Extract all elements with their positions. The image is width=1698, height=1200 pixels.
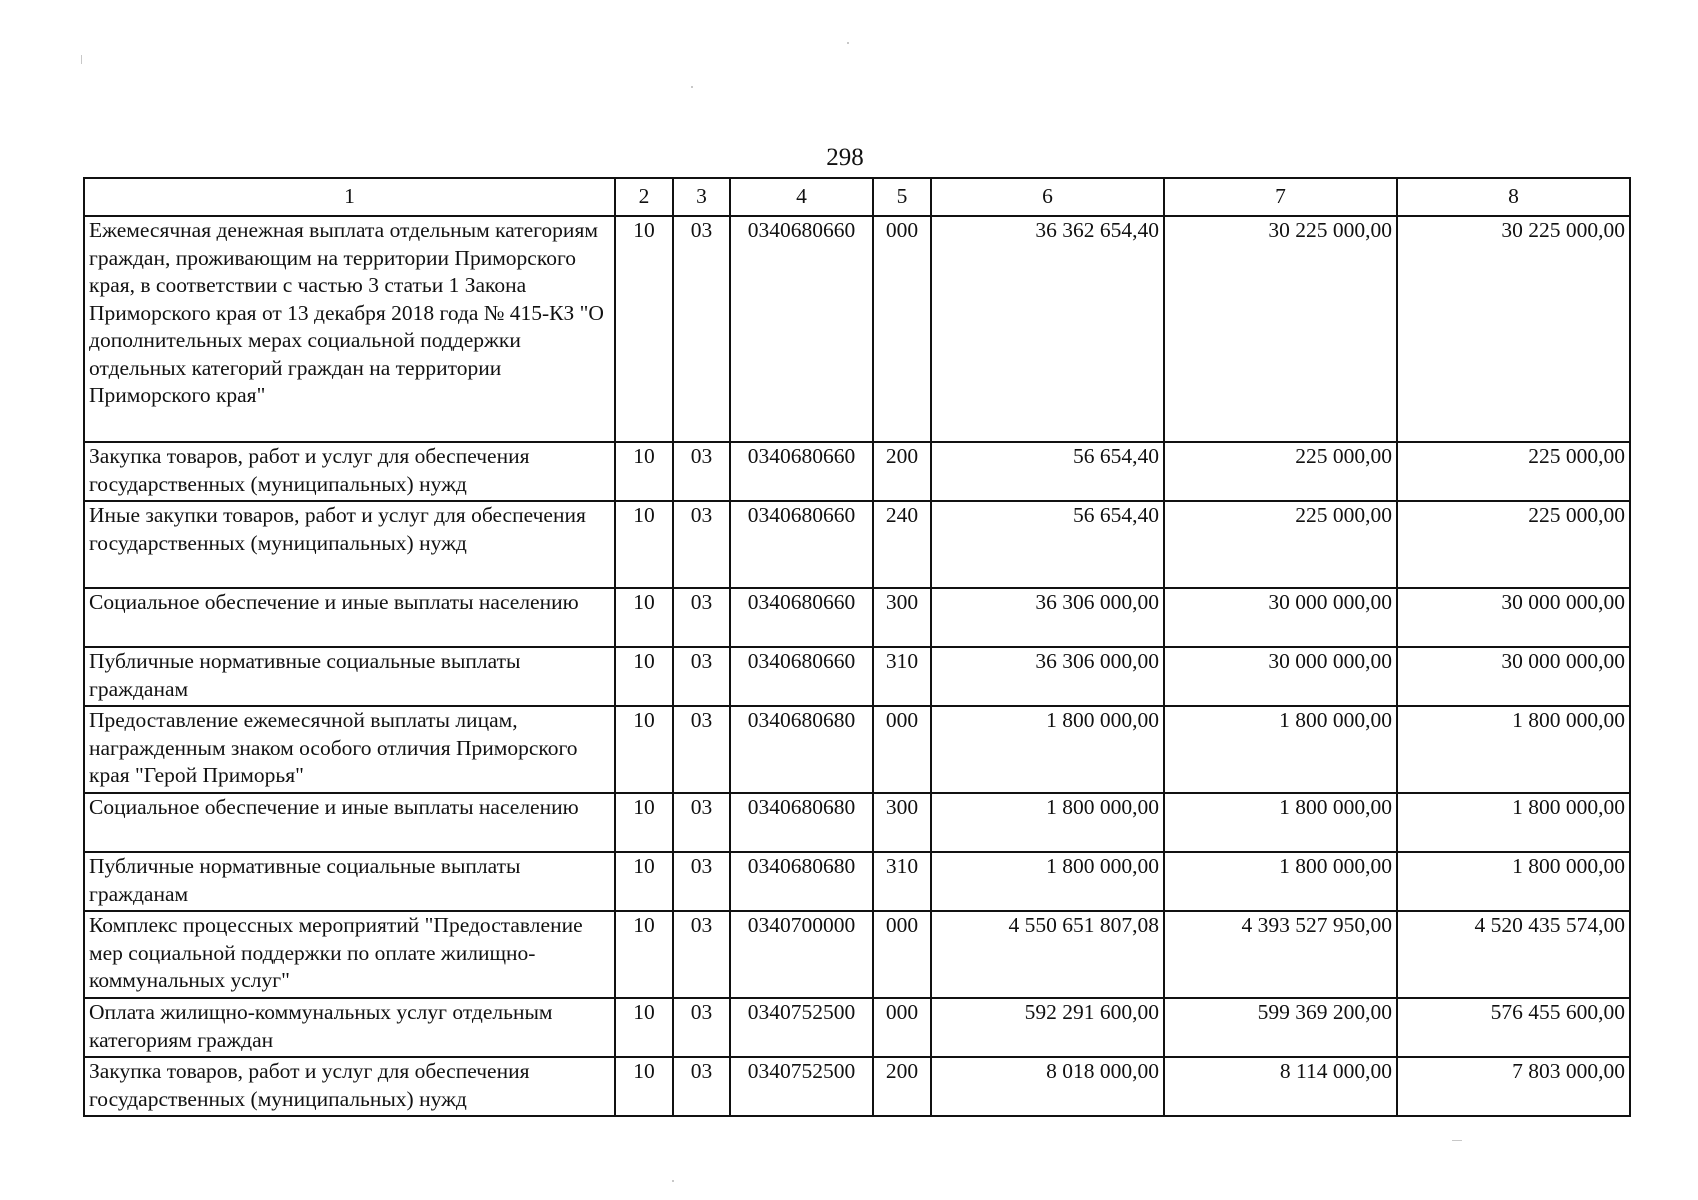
table-row (84, 442, 1630, 501)
row-section: 10 (615, 588, 673, 647)
scan-speck (672, 1180, 674, 1182)
row-expense-type: 300 (873, 588, 931, 647)
row-subsection: 03 (673, 793, 730, 852)
table-row (84, 852, 1630, 911)
row-amount-col7: 30 225 000,00 (1164, 216, 1397, 442)
row-amount-col6: 4 550 651 807,08 (931, 911, 1164, 998)
row-name: Публичные нормативные социальные выплаты гражданам (84, 647, 615, 706)
row-amount-col6: 36 306 000,00 (931, 588, 1164, 647)
row-target-code: 0340680660 (730, 216, 873, 442)
table-row (84, 998, 1630, 1057)
row-amount-col7: 8 114 000,00 (1164, 1057, 1397, 1116)
row-amount-col7: 4 393 527 950,00 (1164, 911, 1397, 998)
row-expense-type: 310 (873, 852, 931, 911)
row-amount-col8: 30 225 000,00 (1397, 216, 1630, 442)
header-col-6: 6 (931, 178, 1164, 216)
row-amount-col7: 30 000 000,00 (1164, 647, 1397, 706)
scan-speck (81, 55, 82, 64)
row-expense-type: 300 (873, 793, 931, 852)
row-target-code: 0340680680 (730, 793, 873, 852)
table-header (84, 178, 1630, 216)
row-name: Оплата жилищно-коммунальных услуг отдельным категориям граждан (84, 998, 615, 1057)
row-amount-col7: 225 000,00 (1164, 442, 1397, 501)
row-target-code: 0340680680 (730, 706, 873, 793)
scan-speck (1452, 1140, 1462, 1141)
row-amount-col8: 1 800 000,00 (1397, 706, 1630, 793)
row-name: Социальное обеспечение и иные выплаты населению (84, 588, 615, 647)
row-expense-type: 200 (873, 442, 931, 501)
row-section: 10 (615, 998, 673, 1057)
table-row (84, 501, 1630, 588)
row-name: Иные закупки товаров, работ и услуг для обеспечения государственных (муниципальных) нужд (84, 501, 615, 588)
page-number (0, 143, 1698, 173)
row-target-code: 0340680660 (730, 647, 873, 706)
row-subsection: 03 (673, 1057, 730, 1116)
row-subsection: 03 (673, 588, 730, 647)
header-col-3: 3 (673, 178, 730, 216)
row-name: Предоставление ежемесячной выплаты лицам, награжденным знаком особого отличия Приморского края "Герой Приморья" (84, 706, 615, 793)
header-col-7: 7 (1164, 178, 1397, 216)
row-section: 10 (615, 216, 673, 442)
row-expense-type: 000 (873, 998, 931, 1057)
row-amount-col8: 1 800 000,00 (1397, 793, 1630, 852)
table-row (84, 706, 1630, 793)
row-amount-col8: 7 803 000,00 (1397, 1057, 1630, 1116)
row-amount-col7: 1 800 000,00 (1164, 852, 1397, 911)
row-expense-type: 000 (873, 706, 931, 793)
row-section: 10 (615, 1057, 673, 1116)
header-col-4: 4 (730, 178, 873, 216)
row-amount-col7: 1 800 000,00 (1164, 793, 1397, 852)
row-name: Комплекс процессных мероприятий "Предоставление мер социальной поддержки по оплате жилищно-коммунальных услуг" (84, 911, 615, 998)
table-row (84, 588, 1630, 647)
row-amount-col8: 4 520 435 574,00 (1397, 911, 1630, 998)
row-amount-col7: 225 000,00 (1164, 501, 1397, 588)
row-section: 10 (615, 442, 673, 501)
page-number-text: 298 (826, 144, 864, 171)
row-section: 10 (615, 647, 673, 706)
row-subsection: 03 (673, 442, 730, 501)
row-amount-col6: 36 306 000,00 (931, 647, 1164, 706)
table-row (84, 216, 1630, 442)
table-row (84, 793, 1630, 852)
table-row (84, 647, 1630, 706)
row-expense-type: 310 (873, 647, 931, 706)
row-amount-col8: 1 800 000,00 (1397, 852, 1630, 911)
row-subsection: 03 (673, 998, 730, 1057)
row-amount-col6: 1 800 000,00 (931, 706, 1164, 793)
row-amount-col6: 1 800 000,00 (931, 793, 1164, 852)
row-target-code: 0340680660 (730, 588, 873, 647)
table-row (84, 1057, 1630, 1116)
row-expense-type: 000 (873, 216, 931, 442)
row-amount-col6: 1 800 000,00 (931, 852, 1164, 911)
row-subsection: 03 (673, 216, 730, 442)
row-name: Публичные нормативные социальные выплаты гражданам (84, 852, 615, 911)
scan-speck (691, 86, 693, 88)
row-amount-col7: 1 800 000,00 (1164, 706, 1397, 793)
row-amount-col7: 599 369 200,00 (1164, 998, 1397, 1057)
row-target-code: 0340680680 (730, 852, 873, 911)
table-row (84, 911, 1630, 998)
row-section: 10 (615, 852, 673, 911)
row-subsection: 03 (673, 706, 730, 793)
row-target-code: 0340752500 (730, 1057, 873, 1116)
budget-table (83, 177, 1631, 1117)
row-amount-col8: 30 000 000,00 (1397, 647, 1630, 706)
row-section: 10 (615, 911, 673, 998)
row-name: Закупка товаров, работ и услуг для обеспечения государственных (муниципальных) нужд (84, 442, 615, 501)
header-col-1: 1 (84, 178, 615, 216)
row-amount-col6: 36 362 654,40 (931, 216, 1164, 442)
row-amount-col6: 56 654,40 (931, 442, 1164, 501)
row-subsection: 03 (673, 911, 730, 998)
table-body (84, 216, 1630, 1116)
row-amount-col8: 225 000,00 (1397, 501, 1630, 588)
row-expense-type: 000 (873, 911, 931, 998)
header-col-2: 2 (615, 178, 673, 216)
row-amount-col8: 225 000,00 (1397, 442, 1630, 501)
row-section: 10 (615, 501, 673, 588)
row-subsection: 03 (673, 501, 730, 588)
header-col-8: 8 (1397, 178, 1630, 216)
row-expense-type: 200 (873, 1057, 931, 1116)
row-name: Ежемесячная денежная выплата отдельным категориям граждан, проживающим на территории Приморского края, в соответствии с частью 3 статьи 1 Закона Приморского края от 13 декабря 2018 года № 415-КЗ "О дополнительных мерах социальной поддержки отдельных категорий граждан на территории Приморского края" (84, 216, 615, 442)
row-amount-col8: 30 000 000,00 (1397, 588, 1630, 647)
row-name: Закупка товаров, работ и услуг для обеспечения государственных (муниципальных) нужд (84, 1057, 615, 1116)
row-amount-col6: 56 654,40 (931, 501, 1164, 588)
row-section: 10 (615, 793, 673, 852)
row-target-code: 0340680660 (730, 501, 873, 588)
row-amount-col7: 30 000 000,00 (1164, 588, 1397, 647)
row-expense-type: 240 (873, 501, 931, 588)
row-amount-col6: 8 018 000,00 (931, 1057, 1164, 1116)
row-amount-col8: 576 455 600,00 (1397, 998, 1630, 1057)
row-section: 10 (615, 706, 673, 793)
row-target-code: 0340700000 (730, 911, 873, 998)
row-target-code: 0340680660 (730, 442, 873, 501)
scan-speck (847, 42, 849, 44)
row-amount-col6: 592 291 600,00 (931, 998, 1164, 1057)
row-target-code: 0340752500 (730, 998, 873, 1057)
row-name: Социальное обеспечение и иные выплаты населению (84, 793, 615, 852)
row-subsection: 03 (673, 647, 730, 706)
header-row (84, 178, 1630, 216)
row-subsection: 03 (673, 852, 730, 911)
header-col-5: 5 (873, 178, 931, 216)
